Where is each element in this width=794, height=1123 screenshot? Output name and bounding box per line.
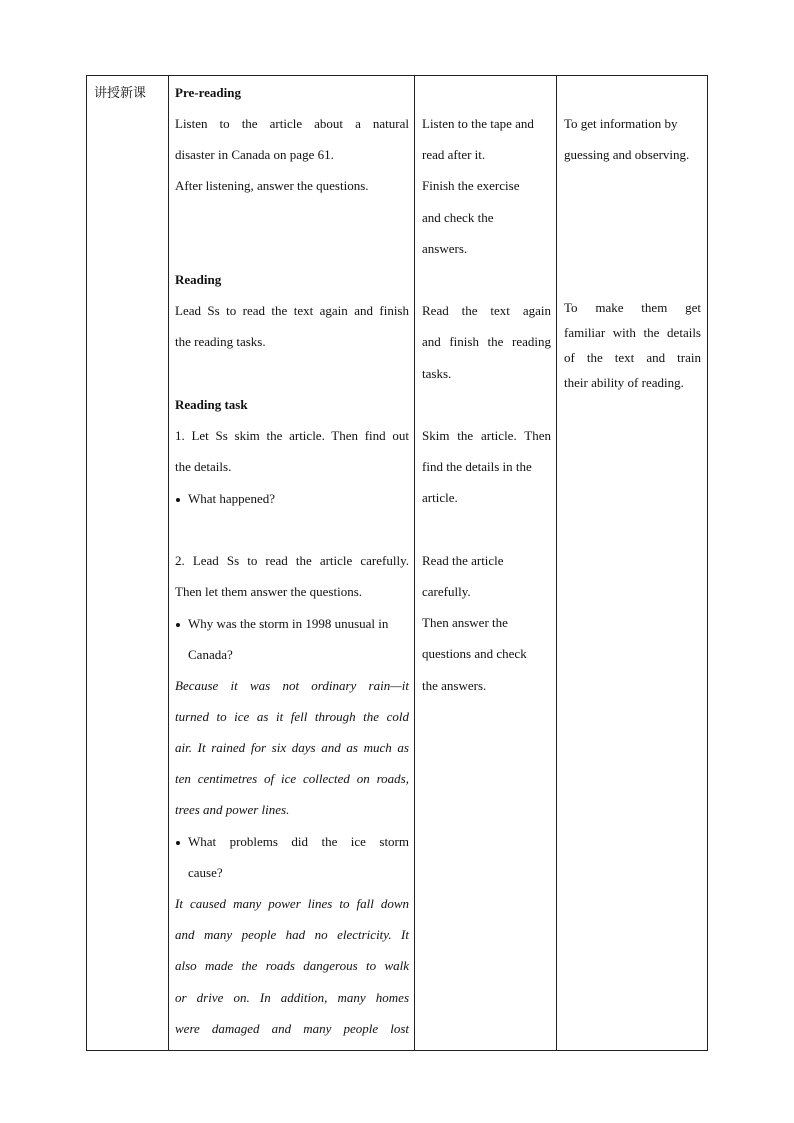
text-line: To get information by [564, 116, 678, 131]
bullet-icon [176, 623, 180, 627]
text-line: Skim the article. Then [422, 428, 551, 443]
text-line: their ability of reading. [564, 375, 684, 390]
text-line: Listen to the tape and [422, 116, 534, 131]
pre-reading-heading: Pre-reading [175, 85, 241, 100]
text-line: of the text and train [564, 350, 701, 365]
text-line: answers. [422, 241, 468, 256]
text-line: familiar with the details [564, 325, 701, 340]
text-line: find the details in the [422, 459, 532, 474]
text-line: carefully. [422, 584, 471, 599]
text-line: Canada? [188, 647, 233, 662]
text-line: 2. Lead Ss to read the article carefully. [175, 553, 409, 568]
text-line: 1. Let Ss skim the article. Then find out [175, 428, 409, 443]
answer-line: It caused many power lines to fall down [175, 896, 409, 911]
answer-line: and many people had no electricity. It [175, 927, 409, 942]
answer-line: turned to ice as it fell through the cold [175, 709, 409, 724]
bullet-item [175, 489, 409, 509]
reading-heading: Reading [175, 272, 222, 287]
text-line: and finish the reading [422, 334, 551, 349]
text-line: tasks. [422, 366, 452, 381]
stage-label: 讲授新课 [94, 86, 147, 101]
stage-label-cell [87, 76, 169, 101]
bullet-item [175, 832, 409, 852]
question-text: What problems did the ice storm [188, 834, 409, 849]
text-line: Finish the exercise [422, 178, 520, 193]
purpose-cell [557, 76, 707, 1050]
text-line: Read the text again [422, 303, 551, 318]
answer-line: Because it was not ordinary rain—it [175, 678, 409, 693]
text-line: disaster in Canada on page 61. [175, 147, 334, 162]
text-line: cause? [188, 865, 223, 880]
answer-line: were damaged and many people lost [175, 1021, 409, 1036]
answer-line: also made the roads dangerous to walk [175, 958, 409, 973]
answer-line: or drive on. In addition, many homes [175, 990, 409, 1005]
question-text: Why was the storm in 1998 unusual in [188, 616, 389, 631]
text-line: Then let them answer the questions. [175, 584, 363, 599]
answer-line: air. It rained for six days and as much as [175, 740, 409, 755]
text-line: Listen to the article about a natural [175, 116, 409, 131]
reading-task-heading: Reading task [175, 397, 248, 412]
lesson-plan-table [86, 75, 708, 1051]
student-activities-cell [415, 76, 557, 1050]
text-line: questions and check [422, 646, 527, 661]
question-text: What happened? [188, 491, 275, 506]
text-line: read after it. [422, 147, 486, 162]
bullet-item [175, 614, 409, 634]
text-line: guessing and observing. [564, 147, 690, 162]
text-line: and check the [422, 210, 494, 225]
text-line: Lead Ss to read the text again and finish [175, 303, 409, 318]
text-line: the reading tasks. [175, 334, 266, 349]
bullet-icon [176, 841, 180, 845]
answer-line: ten centimetres of ice collected on roads, [175, 771, 409, 786]
text-line: After listening, answer the questions. [175, 178, 369, 193]
text-line: the details. [175, 459, 232, 474]
text-line: the answers. [422, 678, 487, 693]
text-line: To make them get [564, 300, 701, 315]
answer-line: trees and power lines. [175, 802, 290, 817]
text-line: Then answer the [422, 615, 508, 630]
text-line: Read the article [422, 553, 504, 568]
text-line: article. [422, 490, 458, 505]
bullet-icon [176, 498, 180, 502]
teacher-activities-cell [169, 76, 415, 1050]
